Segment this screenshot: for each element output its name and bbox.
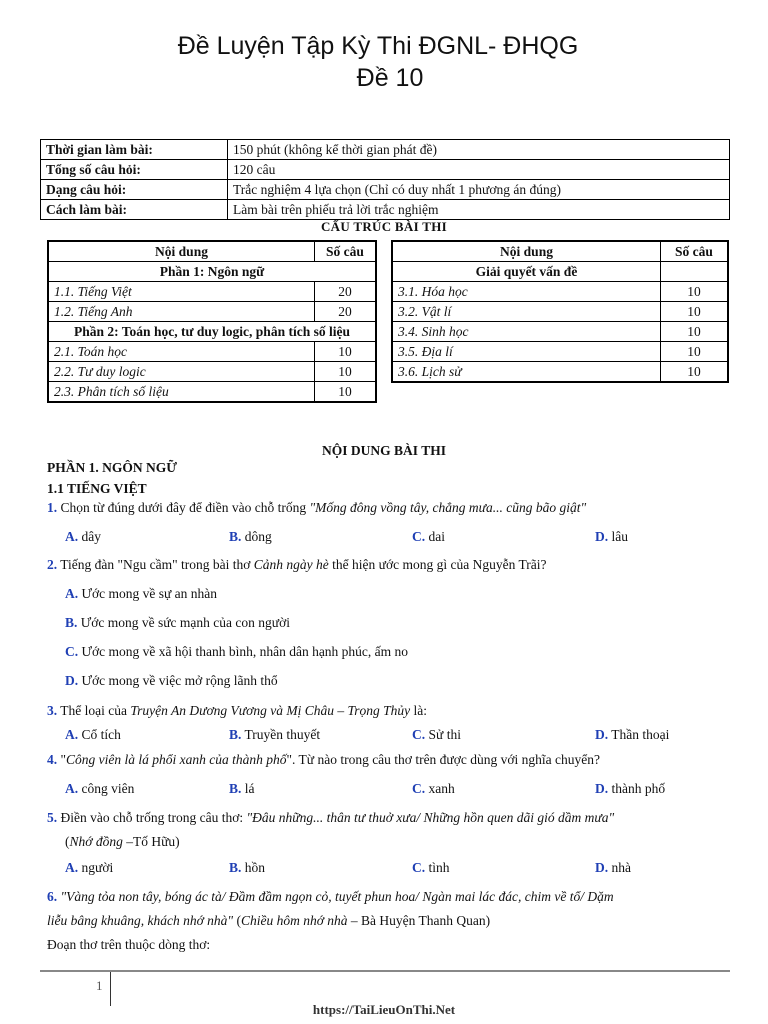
row-count: 10 xyxy=(661,302,729,322)
question-text: là: xyxy=(413,703,428,718)
part-heading: PHẦN 1. NGÔN NGỮ xyxy=(47,460,177,475)
exam-info-table xyxy=(40,139,730,220)
q5-option-d[interactable]: D. nhà xyxy=(595,860,631,875)
structure-table-left xyxy=(47,240,377,403)
info-row-count xyxy=(41,160,730,180)
info-row-type xyxy=(41,180,730,200)
q2-option-d[interactable]: D. Ước mong về việc mở rộng lãnh thổ xyxy=(65,673,278,688)
q5-option-a[interactable]: A. người xyxy=(65,860,114,875)
page-number: 1 xyxy=(96,978,103,993)
table-header xyxy=(392,241,728,262)
question-3 xyxy=(47,703,427,719)
info-label: Dạng câu hỏi: xyxy=(41,180,228,200)
question-number: 1. xyxy=(47,500,58,515)
q1-option-b[interactable]: B. dông xyxy=(229,529,272,544)
table-row xyxy=(48,382,376,403)
row-count: 10 xyxy=(661,282,729,302)
question-5 xyxy=(47,810,614,826)
question-number: 6. xyxy=(47,889,58,904)
part3-label: Giải quyết vấn đề xyxy=(392,262,661,282)
table-row xyxy=(392,282,728,302)
question-quote: "Đâu những... thân tư thuở xưa/ Những hồn quen dãi gió dầm mưa" xyxy=(246,810,615,825)
question-5-source: (Nhớ đồng –Tố Hữu) xyxy=(65,834,180,849)
row-name: 3.4. Sinh học xyxy=(392,322,661,342)
row-count: 10 xyxy=(315,382,377,403)
footer-divider xyxy=(40,970,730,972)
table-row xyxy=(392,322,728,342)
q2-option-a[interactable]: A. Ước mong về sự an nhàn xyxy=(65,586,218,601)
info-value: Làm bài trên phiếu trả lời trắc nghiệm xyxy=(228,200,730,220)
question-6 xyxy=(47,889,614,905)
info-value: 120 câu xyxy=(228,160,730,180)
row-name: 3.6. Lịch sử xyxy=(392,362,661,383)
footer-vertical-divider xyxy=(110,972,111,1006)
question-quote: liễu bâng khuâng, khách nhớ nhà" xyxy=(47,913,234,928)
q4-option-a[interactable]: A. công viên xyxy=(65,781,135,796)
question-6-cont: liễu bâng khuâng, khách nhớ nhà" (Chiều hôm nhớ nhà – Bà Huyện Thanh Quan) xyxy=(47,913,491,928)
row-count: 10 xyxy=(661,342,729,362)
table-row xyxy=(392,342,728,362)
question-2 xyxy=(47,557,546,573)
question-number: 2. xyxy=(47,557,58,572)
row-name: 1.2. Tiếng Anh xyxy=(48,302,315,322)
col-content: Nội dung xyxy=(392,241,661,262)
question-text: Chọn từ đúng dưới đây để điền vào chỗ trống xyxy=(60,500,307,515)
footer-website-link[interactable]: https://TaiLieuOnThi.Net xyxy=(312,1002,456,1017)
row-count: 10 xyxy=(661,362,729,383)
part2-label: Phần 2: Toán học, tư duy logic, phân tích số liệu xyxy=(48,322,376,342)
info-row-method xyxy=(41,200,730,220)
question-4 xyxy=(47,752,600,768)
q3-option-d[interactable]: D. Thần thoại xyxy=(595,727,670,742)
question-number: 3. xyxy=(47,703,58,718)
section-row xyxy=(392,262,728,282)
row-name: 1.1. Tiếng Việt xyxy=(48,282,315,302)
row-name: 3.1. Hóa học xyxy=(392,282,661,302)
q5-option-c[interactable]: C. tình xyxy=(412,860,450,875)
question-number: 4. xyxy=(47,752,58,767)
question-6-followup: Đoạn thơ trên thuộc dòng thơ: xyxy=(47,937,211,952)
question-text: thể hiện ước mong gì của Nguyễn Trãi? xyxy=(332,557,547,572)
question-quote: "Mống đông vồng tây, chẳng mưa... cũng bão giật" xyxy=(309,500,587,515)
row-count: 20 xyxy=(315,302,377,322)
question-quote: "Vàng tỏa non tây, bóng ác tà/ Đầm đầm ngọn cỏ, tuyết phun hoa/ Ngàn mai lác đác, chim về tổ/ Dặm xyxy=(60,889,614,904)
part1-label: Phần 1: Ngôn ngữ xyxy=(48,262,376,282)
col-content: Nội dung xyxy=(48,241,315,262)
structure-table-right xyxy=(391,240,729,383)
structure-heading: CẤU TRÚC BÀI THI xyxy=(320,219,448,234)
row-count: 20 xyxy=(315,282,377,302)
question-quote: Công viên là lá phổi xanh của thành phố xyxy=(66,752,287,767)
section-row xyxy=(48,262,376,282)
row-count: 10 xyxy=(315,342,377,362)
info-label: Tổng số câu hỏi: xyxy=(41,160,228,180)
row-name: 2.2. Tư duy logic xyxy=(48,362,315,382)
row-count: 10 xyxy=(315,362,377,382)
table-header xyxy=(48,241,376,262)
info-row-time xyxy=(41,140,730,160)
q4-option-d[interactable]: D. thành phố xyxy=(595,781,666,796)
q2-option-c[interactable]: C. Ước mong về xã hội thanh bình, nhân dân hạnh phúc, ấm no xyxy=(65,644,409,659)
question-1 xyxy=(47,500,586,516)
question-text: Tiếng đàn "Ngu cầm" trong bài thơ xyxy=(60,557,251,572)
info-value: Trắc nghiệm 4 lựa chọn (Chỉ có duy nhất 1 phương án đúng) xyxy=(228,180,730,200)
row-name: 2.3. Phân tích số liệu xyxy=(48,382,315,403)
table-row xyxy=(48,302,376,322)
q3-option-a[interactable]: A. Cổ tích xyxy=(65,727,121,742)
table-row xyxy=(392,302,728,322)
q4-option-c[interactable]: C. xanh xyxy=(412,781,455,796)
section-row xyxy=(48,322,376,342)
question-text: ". Từ nào trong câu thơ trên được dùng với nghĩa chuyển? xyxy=(286,752,600,767)
q1-option-d[interactable]: D. lâu xyxy=(595,529,628,544)
q3-option-b[interactable]: B. Truyền thuyết xyxy=(229,727,321,742)
question-text: Thể loại của xyxy=(60,703,127,718)
question-work: Cảnh ngày hè xyxy=(253,557,329,572)
row-count: 10 xyxy=(661,322,729,342)
question-work: Truyện An Dương Vương và Mị Châu – Trọng Thủy xyxy=(130,703,411,718)
empty-cell xyxy=(661,262,729,282)
quote-open: " xyxy=(60,752,67,767)
question-text: Điền vào chỗ trống trong câu thơ: xyxy=(60,810,244,825)
table-row xyxy=(48,342,376,362)
info-value: 150 phút (không kể thời gian phát đề) xyxy=(228,140,730,160)
info-label: Cách làm bài: xyxy=(41,200,228,220)
question-number: 5. xyxy=(47,810,58,825)
q5-option-b[interactable]: B. hồn xyxy=(229,860,266,875)
section-heading: 1.1 TIẾNG VIỆT xyxy=(47,481,147,496)
table-row xyxy=(392,362,728,383)
document-subtitle: Đề 10 xyxy=(356,64,424,92)
row-name: 2.1. Toán học xyxy=(48,342,315,362)
row-name: 3.5. Địa lí xyxy=(392,342,661,362)
q4-option-b[interactable]: B. lá xyxy=(229,781,255,796)
table-row xyxy=(48,362,376,382)
q1-option-c[interactable]: C. dai xyxy=(412,529,445,544)
q2-option-b[interactable]: B. Ước mong về sức mạnh của con người xyxy=(65,615,290,630)
document-title: Đề Luyện Tập Kỳ Thi ĐGNL- ĐHQG xyxy=(177,32,579,60)
q1-option-a[interactable]: A. dây xyxy=(65,529,101,544)
col-count: Số câu xyxy=(661,241,729,262)
table-row xyxy=(48,282,376,302)
info-label: Thời gian làm bài: xyxy=(41,140,228,160)
content-heading: NỘI DUNG BÀI THI xyxy=(322,443,446,458)
q3-option-c[interactable]: C. Sử thi xyxy=(412,727,461,742)
col-count: Số câu xyxy=(315,241,377,262)
row-name: 3.2. Vật lí xyxy=(392,302,661,322)
